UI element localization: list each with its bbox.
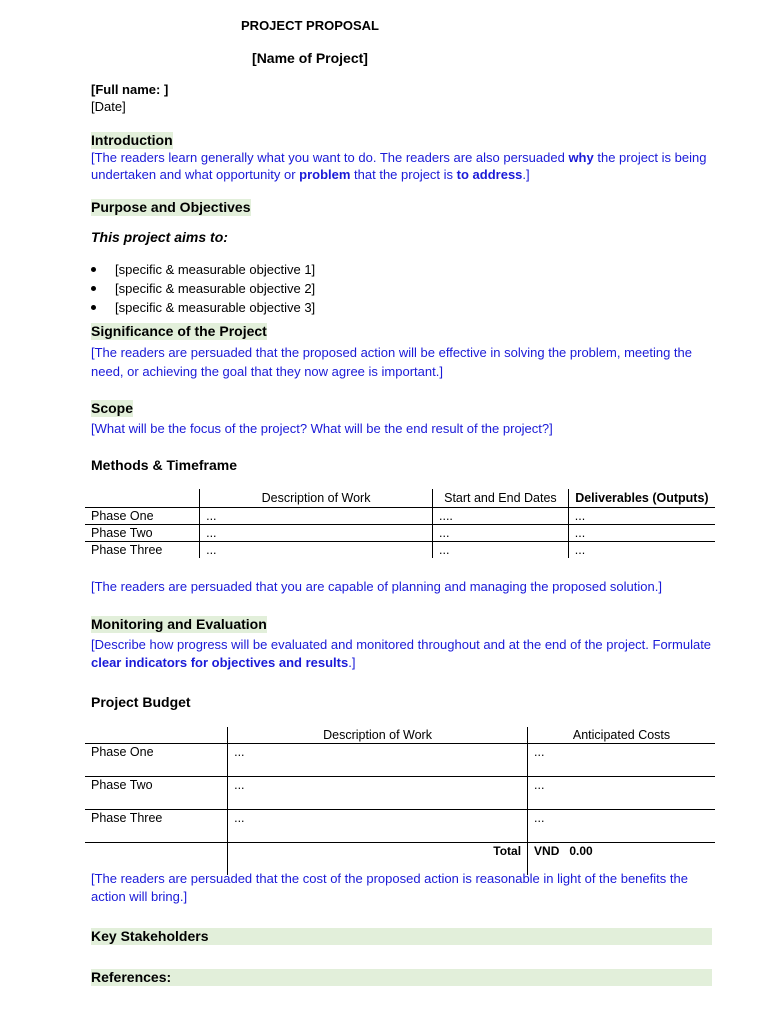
table-row: Phase One ... .... ... bbox=[85, 508, 715, 525]
monitoring-text: [Describe how progress will be evaluated and monitored throughout and at the end of the project. Formulate clear indicators for objectives and results.] bbox=[91, 637, 712, 670]
methods-note: [The readers are persuaded that you are capable of planning and managing the proposed solution.] bbox=[91, 579, 662, 594]
scope-heading: Scope bbox=[91, 400, 134, 416]
list-item: [specific & measurable objective 3] bbox=[91, 298, 315, 317]
bullet-icon bbox=[91, 267, 96, 272]
objectives-list bbox=[91, 260, 315, 317]
list-item: [specific & measurable objective 1] bbox=[91, 260, 315, 279]
table-header-row: Description of Work Start and End Dates Deliverables (Outputs) bbox=[85, 489, 715, 508]
methods-heading: Methods & Timeframe bbox=[91, 457, 237, 473]
budget-total-label: Total bbox=[228, 843, 528, 876]
references-heading: References: bbox=[91, 969, 712, 986]
project-name: [Name of Project] bbox=[252, 50, 368, 66]
table-row: Phase Two ... ... ... bbox=[85, 525, 715, 542]
table-row: Phase Three ... ... bbox=[85, 810, 715, 843]
bullet-icon bbox=[91, 286, 96, 291]
budget-table bbox=[85, 727, 715, 875]
author-date: [Date] bbox=[91, 99, 126, 114]
table-row: Phase Three ... ... ... bbox=[85, 542, 715, 559]
list-item: [specific & measurable objective 2] bbox=[91, 279, 315, 298]
table-row: Phase One ... ... bbox=[85, 744, 715, 777]
significance-text: [The readers are persuaded that the proposed action will be effective in solving the problem, meeting the need, or achieving the goal that they now agree is important.] bbox=[91, 345, 693, 379]
document-title: PROJECT PROPOSAL bbox=[241, 18, 379, 33]
table-row: Phase Two ... ... bbox=[85, 777, 715, 810]
objectives-lead: This project aims to: bbox=[91, 229, 228, 245]
methods-table bbox=[85, 489, 715, 558]
budget-note: [The readers are persuaded that the cost of the proposed action is reasonable in light of the benefits the action will bring.] bbox=[91, 871, 688, 904]
stakeholders-heading: Key Stakeholders bbox=[91, 928, 712, 945]
introduction-text: [The readers learn generally what you want to do. The readers are also persuaded why the project is being undertaken and what opportunity or problem that the project is to address.] bbox=[91, 150, 707, 182]
introduction-heading: Introduction bbox=[91, 132, 173, 148]
monitoring-heading: Monitoring and Evaluation bbox=[91, 616, 267, 632]
author-full-name: [Full name: ] bbox=[91, 82, 169, 97]
significance-heading: Significance of the Project bbox=[91, 323, 267, 339]
budget-total-value: VND 0.00 bbox=[528, 843, 715, 876]
scope-text: [What will be the focus of the project? What will be the end result of the project?] bbox=[91, 421, 553, 436]
purpose-heading: Purpose and Objectives bbox=[91, 199, 251, 215]
table-header-row: Description of Work Anticipated Costs bbox=[85, 727, 715, 744]
bullet-icon bbox=[91, 305, 96, 310]
budget-heading: Project Budget bbox=[91, 694, 191, 710]
